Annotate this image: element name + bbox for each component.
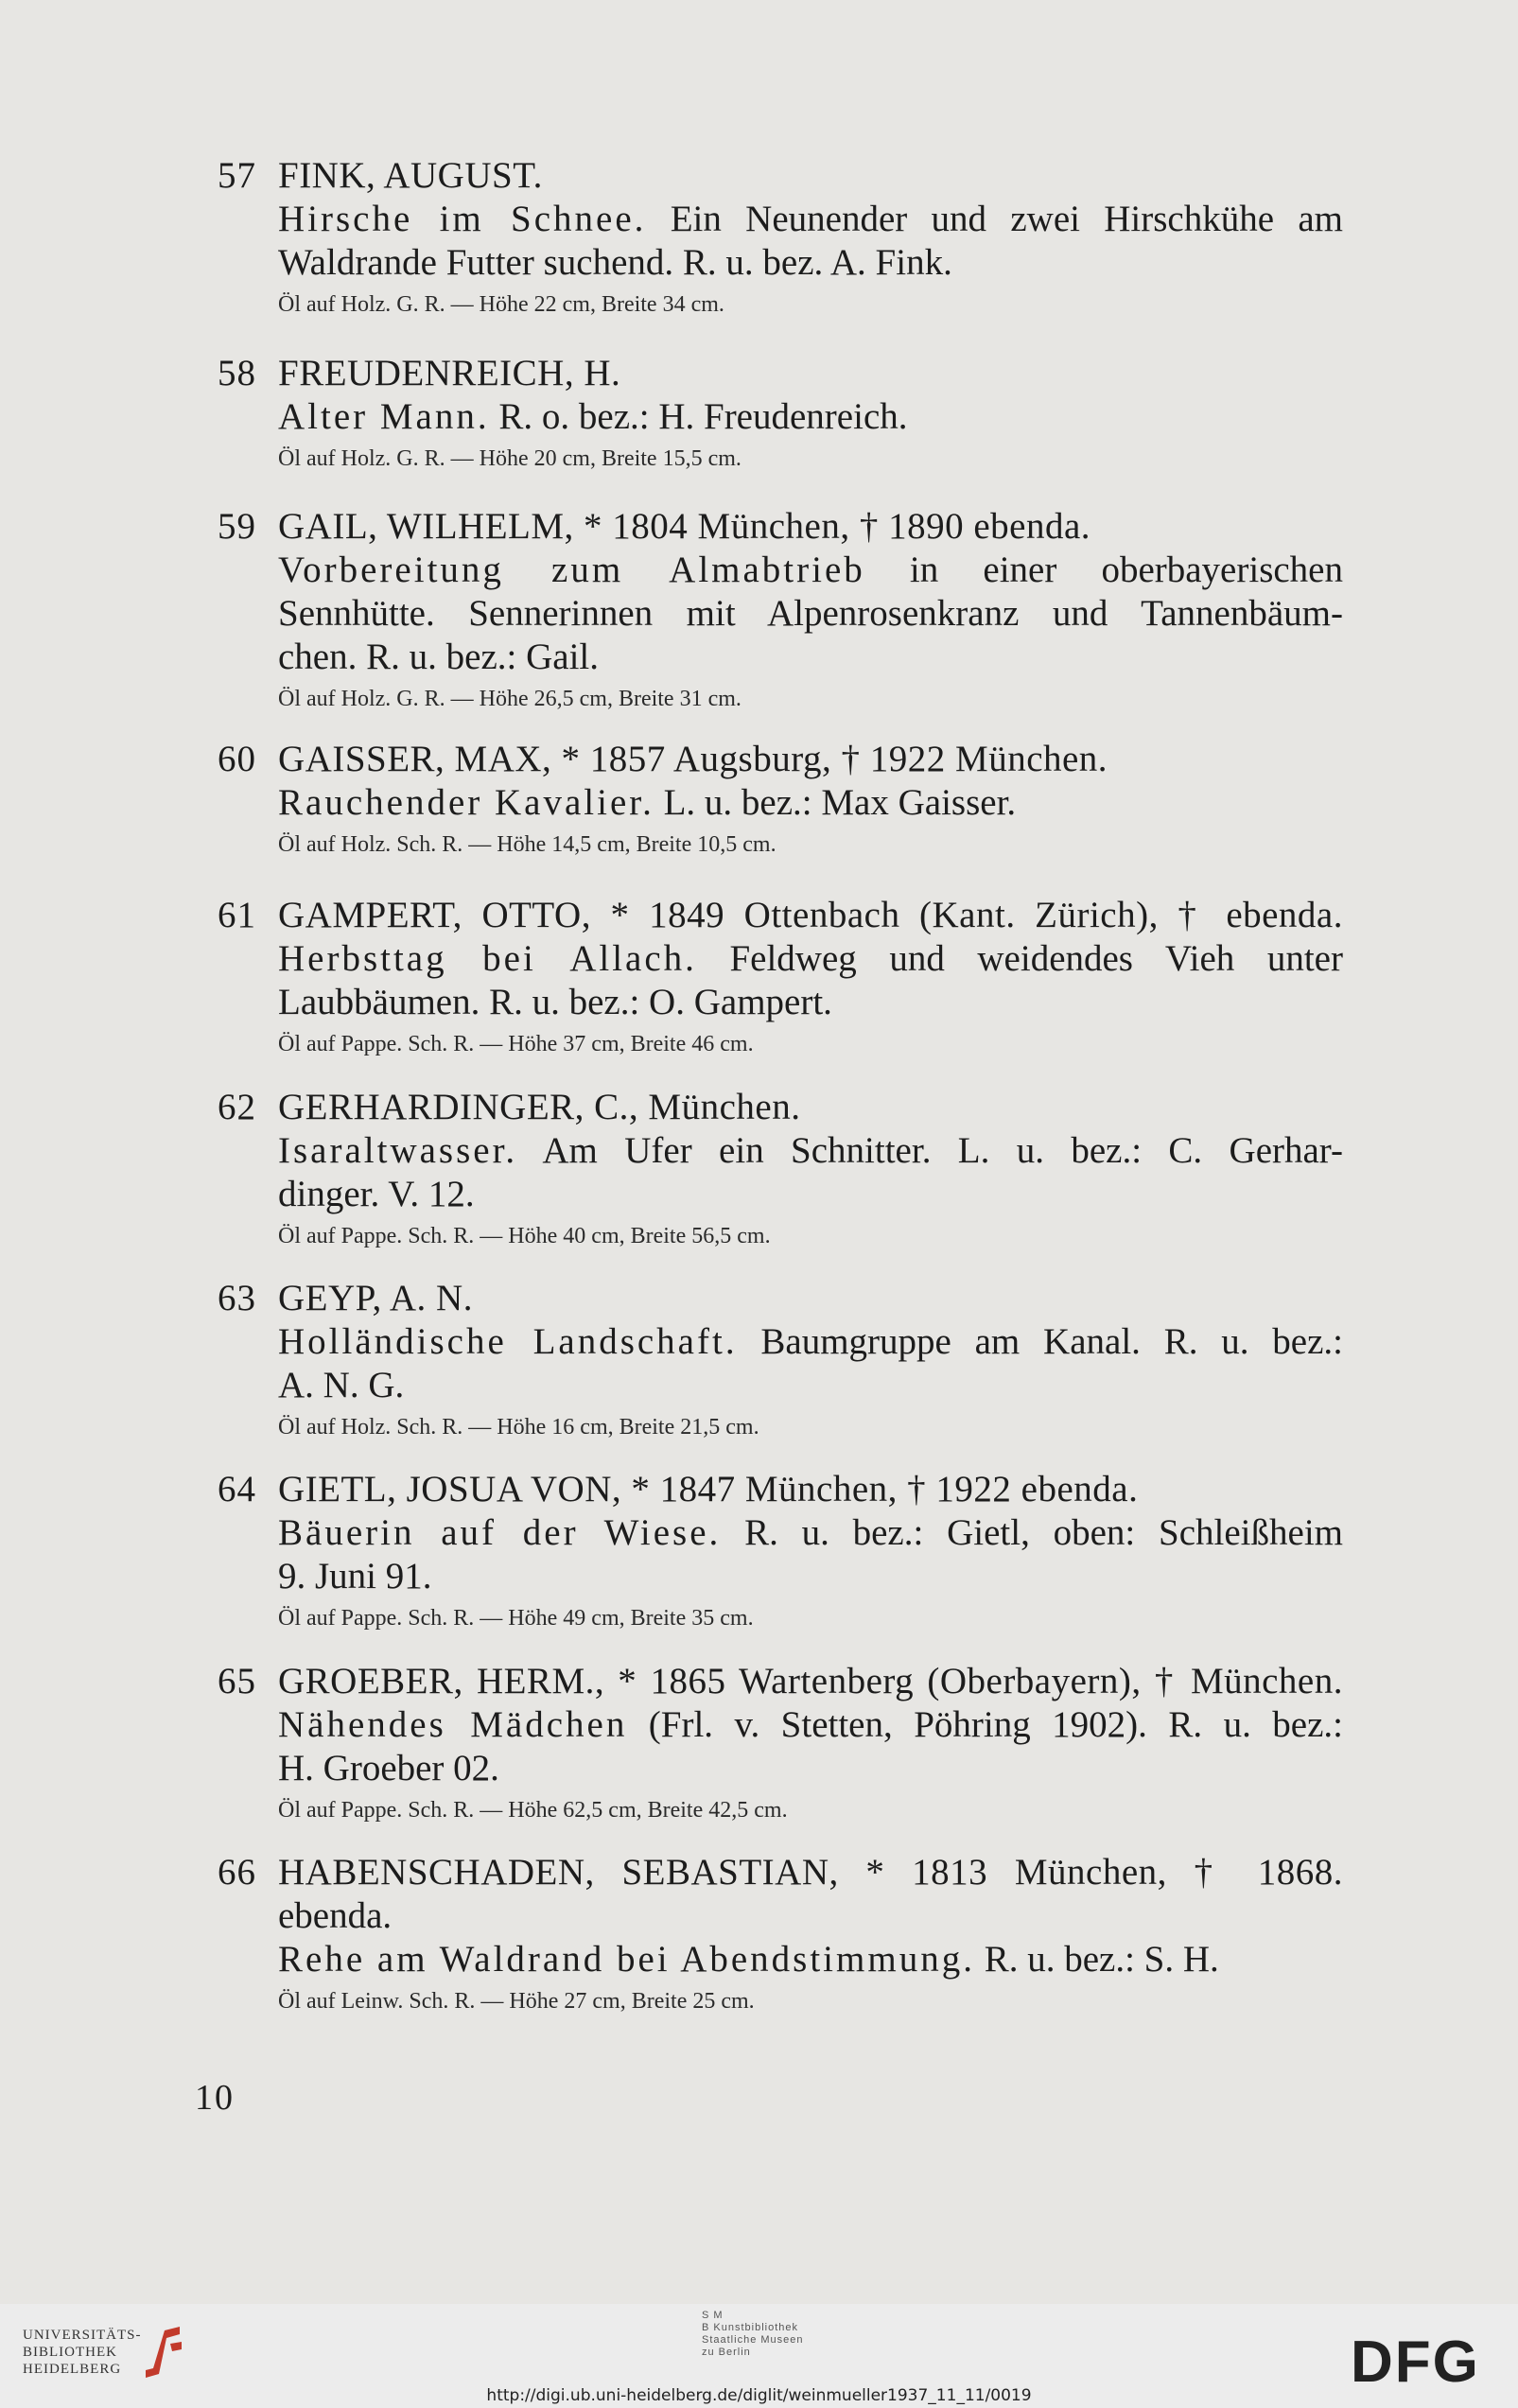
entry-text: Baumgruppe am Kanal. R. u. bez.:	[737, 1321, 1343, 1362]
entry-artist-line	[278, 1277, 1343, 1320]
entry-artist-line	[278, 894, 1343, 937]
entry-description-line	[278, 1364, 1343, 1407]
stamp-line-2: B Kunstbibliothek	[702, 2322, 798, 2333]
entry-text: dinger. V. 12.	[278, 1174, 475, 1214]
entry-description-line	[278, 1173, 1343, 1216]
stamp-line-1: S M	[702, 2310, 724, 2321]
entry-body	[278, 1277, 1343, 1445]
entry-number: 59	[218, 506, 256, 547]
entry-description-line	[278, 1938, 1343, 1981]
entry-medium-dimensions: Öl auf Holz. G. R. — Höhe 26,5 cm, Breite 31 cm.	[278, 687, 742, 711]
entry-body	[278, 505, 1343, 717]
entry-text: Laubbäumen. R. u. bez.: O. Gampert.	[278, 982, 832, 1022]
entry-text: in einer oberbayerischen	[864, 550, 1343, 590]
entry-body	[278, 1468, 1343, 1636]
entry-artist-line	[278, 1660, 1343, 1703]
entry-description-line	[278, 592, 1343, 636]
entry-description-line	[278, 395, 1343, 439]
entry-artist-line	[278, 352, 1343, 395]
entry-text: H. Groeber 02.	[278, 1748, 499, 1789]
artwork-title: Bäuerin auf der Wiese.	[278, 1512, 722, 1553]
entry-text: R. u. bez.: S. H.	[974, 1939, 1219, 1980]
entry-description-line	[278, 781, 1343, 825]
entry-text: L. u. bez.: Max Gaisser.	[654, 782, 1017, 823]
artist-name: FREUDENREICH, H.	[278, 353, 621, 393]
entry-number: 66	[218, 1852, 256, 1893]
entry-body	[278, 1851, 1343, 2019]
entry-number: 61	[218, 895, 256, 935]
entry-text: (Frl. v. Stetten, Pöhring 1902). R. u. bez.:	[627, 1704, 1343, 1745]
entry-number: 65	[218, 1661, 256, 1701]
entry-text: Waldrande Futter suchend. R. u. bez. A. Fink.	[278, 242, 952, 283]
entry-medium-dimensions: Öl auf Pappe. Sch. R. — Höhe 49 cm, Breite 35 cm.	[278, 1606, 754, 1631]
dfg-logo[interactable]: DFG	[1351, 2329, 1480, 2395]
artwork-title: Rauchender Kavalier.	[278, 782, 654, 823]
entry-artist-line	[278, 154, 1343, 198]
artwork-title: Nähendes Mädchen	[278, 1704, 628, 1745]
entry-description-line	[278, 636, 1343, 679]
entry-text: R. o. bez.: H. Freudenreich.	[489, 396, 908, 437]
stamp-line-4: zu Berlin	[702, 2347, 751, 2358]
entry-description-line	[278, 1894, 1343, 1938]
entry-artist-line	[278, 1851, 1343, 1894]
entry-text: 9. Juni 91.	[278, 1556, 432, 1597]
entry-description-line	[278, 937, 1343, 981]
entry-medium-dimensions: Öl auf Leinw. Sch. R. — Höhe 27 cm, Breite 25 cm.	[278, 1989, 755, 2014]
page-number: 10	[195, 2078, 235, 2118]
artwork-title: Herbsttag bei Allach.	[278, 938, 697, 979]
entry-number: 57	[218, 155, 256, 196]
entry-description-line	[278, 1555, 1343, 1598]
entry-medium-dimensions: Öl auf Holz. G. R. — Höhe 20 cm, Breite 15,5 cm.	[278, 446, 742, 471]
artwork-title: Alter Mann.	[278, 396, 490, 437]
entry-artist-line	[278, 1468, 1343, 1511]
entry-body	[278, 738, 1343, 863]
artist-name: GAISSER, MAX, * 1857 Augsburg, † 1922 München.	[278, 739, 1108, 779]
entry-number: 63	[218, 1278, 256, 1318]
artwork-title: Hirsche im Schnee.	[278, 199, 647, 239]
artist-name: HABENSCHADEN, SEBASTIAN, * 1813 München, † 1868.	[278, 1852, 1343, 1893]
entry-text: Ein Neunender und zwei Hirschkühe am	[646, 199, 1343, 239]
artist-name: GROEBER, HERM., * 1865 Wartenberg (Oberbayern), † München.	[278, 1661, 1343, 1701]
artwork-title: Rehe am Waldrand bei Abendstimmung.	[278, 1939, 975, 1980]
entry-text: Am Ufer ein Schnitter. L. u. bez.: C. Gerhar-	[517, 1130, 1343, 1171]
entry-description-line	[278, 1747, 1343, 1790]
entry-artist-line	[278, 738, 1343, 781]
entry-description-line	[278, 981, 1343, 1024]
entry-text: A. N. G.	[278, 1365, 405, 1405]
university-line-2: BIBLIOTHEK	[23, 2345, 117, 2360]
artist-name: GEYP, A. N.	[278, 1278, 473, 1318]
university-line-1: UNIVERSITÄTS-	[23, 2328, 142, 2343]
entry-number: 58	[218, 353, 256, 393]
entry-number: 64	[218, 1469, 256, 1509]
entry-text: R. u. bez.: Gietl, oben: Schleißheim	[721, 1512, 1343, 1553]
library-stamp	[702, 2310, 804, 2359]
entry-text: Sennhütte. Sennerinnen mit Alpenrosenkranz und Tannenbäum-	[278, 593, 1343, 634]
entry-description-line	[278, 1511, 1343, 1555]
entry-body	[278, 1660, 1343, 1828]
entry-description-line	[278, 1320, 1343, 1364]
artist-name: GIETL, JOSUA VON, * 1847 München, † 1922 ebenda.	[278, 1469, 1139, 1509]
entry-description-line	[278, 241, 1343, 285]
entry-number: 60	[218, 739, 256, 779]
artist-name: GAIL, WILHELM, * 1804 München, † 1890 ebenda.	[278, 506, 1091, 547]
entry-body	[278, 1086, 1343, 1254]
entry-text: chen. R. u. bez.: Gail.	[278, 637, 599, 677]
artist-name: GERHARDINGER, C., München.	[278, 1087, 801, 1127]
source-url-link[interactable]: http://digi.ub.uni-heidelberg.de/diglit/weinmueller1937_11_11/0019	[486, 2386, 1032, 2405]
artwork-title: Isaraltwasser.	[278, 1130, 518, 1171]
entry-artist-line	[278, 505, 1343, 549]
entry-description-line	[278, 1703, 1343, 1747]
artist-name: GAMPERT, OTTO, * 1849 Ottenbach (Kant. Zürich), † ebenda.	[278, 895, 1343, 935]
entry-medium-dimensions: Öl auf Holz. Sch. R. — Höhe 14,5 cm, Breite 10,5 cm.	[278, 832, 776, 857]
entry-body	[278, 352, 1343, 477]
artwork-title: Holländische Landschaft.	[278, 1321, 738, 1362]
artist-name: FINK, AUGUST.	[278, 155, 543, 196]
university-line-3: HEIDELBERG	[23, 2362, 122, 2377]
artwork-title: Vorbereitung zum Almabtrieb	[278, 550, 865, 590]
entry-medium-dimensions: Öl auf Pappe. Sch. R. — Höhe 40 cm, Breite 56,5 cm.	[278, 1224, 771, 1248]
university-library-logo[interactable]	[23, 2327, 142, 2378]
entry-medium-dimensions: Öl auf Pappe. Sch. R. — Höhe 62,5 cm, Breite 42,5 cm.	[278, 1798, 788, 1823]
entry-body	[278, 894, 1343, 1062]
entry-description-line	[278, 198, 1343, 241]
entry-medium-dimensions: Öl auf Holz. G. R. — Höhe 22 cm, Breite 34 cm.	[278, 292, 724, 317]
entry-body	[278, 154, 1343, 323]
entry-text: ebenda.	[278, 1895, 393, 1936]
entry-medium-dimensions: Öl auf Holz. Sch. R. — Höhe 16 cm, Breite 21,5 cm.	[278, 1415, 759, 1440]
entry-number: 62	[218, 1087, 256, 1127]
entry-medium-dimensions: Öl auf Pappe. Sch. R. — Höhe 37 cm, Breite 46 cm.	[278, 1032, 754, 1056]
stamp-line-3: Staatliche Museen	[702, 2334, 804, 2346]
entry-artist-line	[278, 1086, 1343, 1129]
entry-description-line	[278, 1129, 1343, 1173]
heidelberg-logo-icon	[138, 2325, 185, 2382]
entry-text: Feldweg und weidendes Vieh unter	[696, 938, 1343, 979]
entry-description-line	[278, 549, 1343, 592]
